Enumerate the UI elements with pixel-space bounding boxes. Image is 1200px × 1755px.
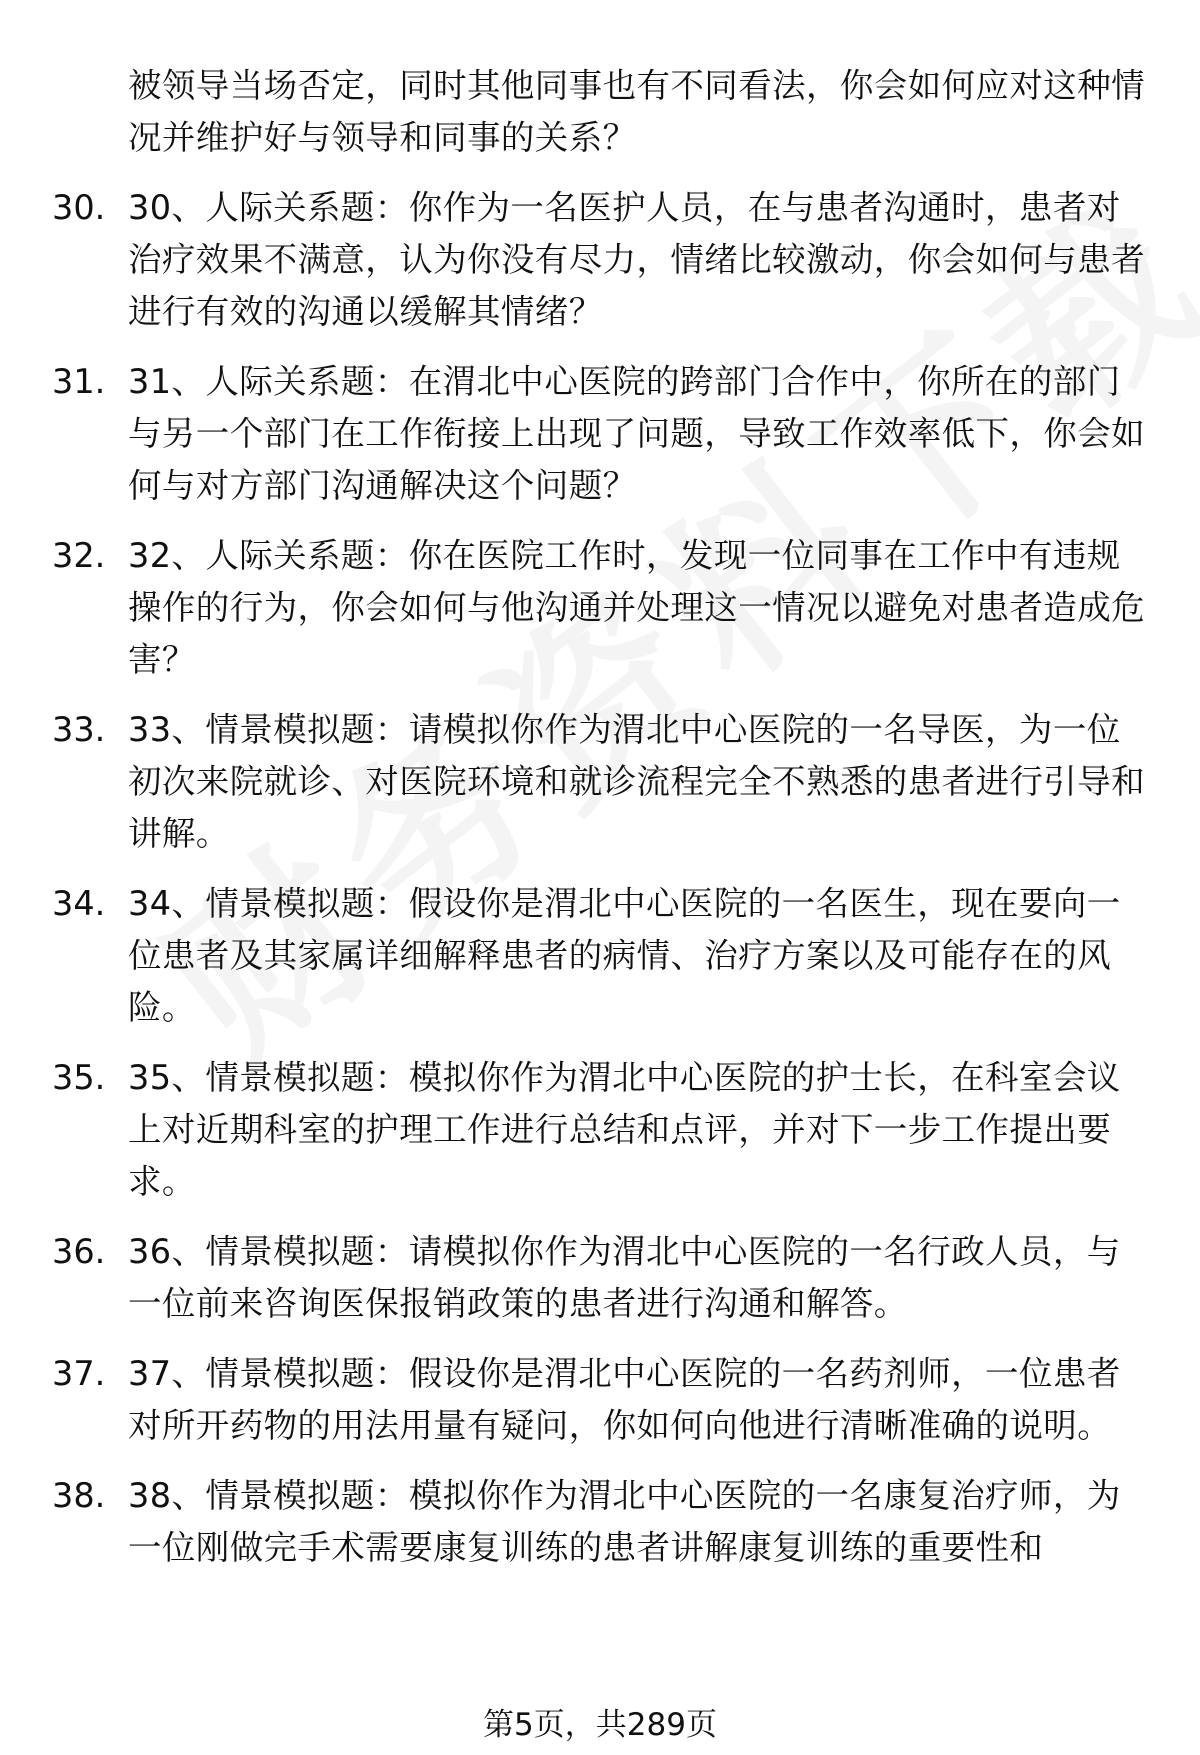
item-text: 32、人际关系题：你在医院工作时，发现一位同事在工作中有违规操作的行为，你会如何与他沟通并处理这一情况以避免对患者造成危害？ <box>128 536 1145 679</box>
item-text: 30、人际关系题：你作为一名医护人员，在与患者沟通时，患者对治疗效果不满意，认为你没有尽力，情绪比较激动，你会如何与患者进行有效的沟通以缓解其情绪？ <box>128 188 1145 331</box>
item-text: 33、情景模拟题：请模拟你作为渭北中心医院的一名导医，为一位初次来院就诊、对医院环境和就诊流程完全不熟悉的患者进行引导和讲解。 <box>128 710 1145 853</box>
list-item-31 <box>0 356 1200 512</box>
list-item-37 <box>0 1348 1200 1452</box>
list-item-32 <box>0 530 1200 686</box>
list-item-30 <box>0 182 1200 338</box>
item-number: 36. <box>52 1232 106 1271</box>
page-footer: 第5页，共289页 <box>483 1707 717 1743</box>
item-text: 35、情景模拟题：模拟你作为渭北中心医院的护士长，在科室会议上对近期科室的护理工作进行总结和点评，并对下一步工作提出要求。 <box>128 1058 1121 1201</box>
list-item-34 <box>0 878 1200 1034</box>
list-item-36 <box>0 1226 1200 1330</box>
list-item-35 <box>0 1052 1200 1208</box>
list-item-33 <box>0 704 1200 860</box>
item-number: 35. <box>52 1058 106 1097</box>
item-text: 37、情景模拟题：假设你是渭北中心医院的一名药剂师，一位患者对所开药物的用法用量有疑问，你如何向他进行清晰准确的说明。 <box>128 1354 1121 1445</box>
item-text: 36、情景模拟题：请模拟你作为渭北中心医院的一名行政人员，与一位前来咨询医保报销政策的患者进行沟通和解答。 <box>128 1232 1121 1323</box>
list-item-38 <box>0 1470 1200 1574</box>
item-number: 32. <box>52 536 106 575</box>
continued-question-text: 被领导当场否定，同时其他同事也有不同看法，你会如何应对这种情况并维护好与领导和同事的关系？ <box>128 66 1145 157</box>
item-number: 31. <box>52 362 106 401</box>
item-number: 34. <box>52 884 106 923</box>
item-number: 33. <box>52 710 106 749</box>
item-number: 30. <box>52 188 106 227</box>
item-text: 34、情景模拟题：假设你是渭北中心医院的一名医生，现在要向一位患者及其家属详细解释患者的病情、治疗方案以及可能存在的风险。 <box>128 884 1121 1027</box>
item-text: 38、情景模拟题：模拟你作为渭北中心医院的一名康复治疗师，为一位刚做完手术需要康复训练的患者讲解康复训练的重要性和 <box>128 1476 1121 1567</box>
item-text: 31、人际关系题：在渭北中心医院的跨部门合作中，你所在的部门与另一个部门在工作衔接上出现了问题，导致工作效率低下，你会如何与对方部门沟通解决这个问题？ <box>128 362 1145 505</box>
question-list <box>0 60 1200 1574</box>
item-number: 38. <box>52 1476 106 1515</box>
item-number: 37. <box>52 1354 106 1393</box>
